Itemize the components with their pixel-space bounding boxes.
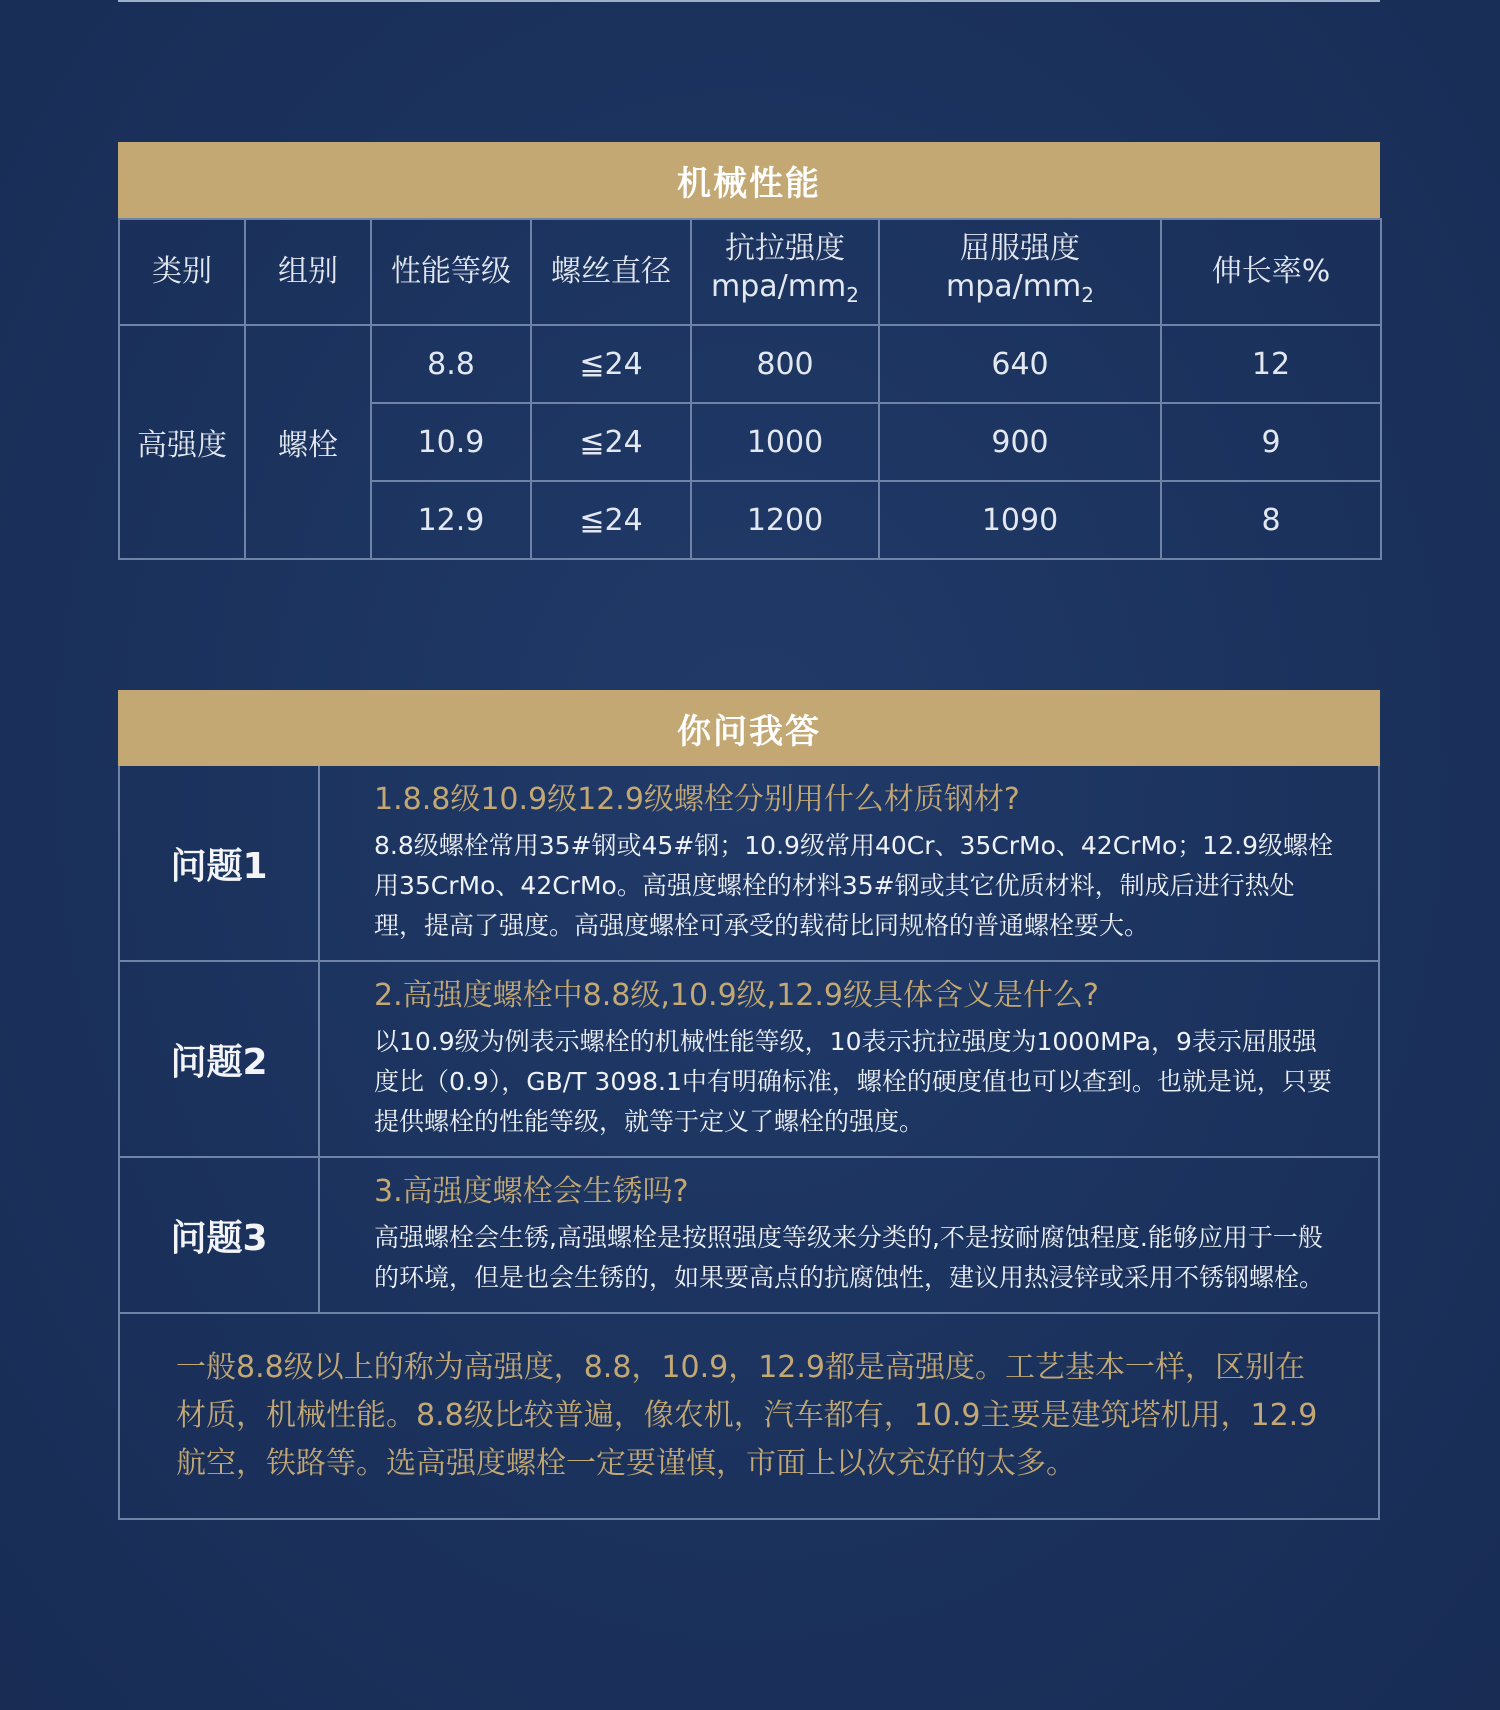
header-yield-unit xyxy=(880,268,1160,314)
header-tensile-unit-text: mpa/mm xyxy=(711,269,847,304)
header-elongation: 伸长率% xyxy=(1161,219,1381,325)
header-grade: 性能等级 xyxy=(371,219,531,325)
header-diameter: 螺丝直径 xyxy=(531,219,691,325)
qa-answer: 高强螺栓会生锈,高强螺栓是按照强度等级来分类的,不是按耐腐蚀程度.能够应用于一般的环境，但是也会生锈的，如果要高点的抗腐蚀性，建议用热浸锌或采用不锈钢螺栓。 xyxy=(374,1223,1325,1292)
qa-item-label: 问题3 xyxy=(120,1158,320,1312)
qa-item-content xyxy=(320,766,1378,960)
header-yield-title: 屈服强度 xyxy=(960,231,1080,266)
cell-yield: 900 xyxy=(879,403,1161,481)
header-yield-unit-sub: 2 xyxy=(1081,283,1094,307)
cell-yield: 640 xyxy=(879,325,1161,403)
cell-category: 高强度 xyxy=(119,325,245,559)
header-yield-unit-text: mpa/mm xyxy=(946,269,1082,304)
header-tensile-unit xyxy=(692,268,878,314)
table-header-row xyxy=(119,219,1381,325)
cell-elongation: 8 xyxy=(1161,481,1381,559)
cell-elongation: 12 xyxy=(1161,325,1381,403)
cell-elongation: 9 xyxy=(1161,403,1381,481)
qa-item xyxy=(120,1158,1378,1314)
header-group: 组别 xyxy=(245,219,371,325)
cell-grade: 10.9 xyxy=(371,403,531,481)
mechanical-properties-title: 机械性能 xyxy=(118,142,1380,218)
cell-grade: 12.9 xyxy=(371,481,531,559)
table-row xyxy=(119,325,1381,403)
cell-grade: 8.8 xyxy=(371,325,531,403)
cell-tensile: 800 xyxy=(691,325,879,403)
qa-box xyxy=(118,766,1380,1520)
qa-question: 1.8.8级10.9级12.9级螺栓分别用什么材质钢材? xyxy=(374,782,1020,817)
qa-item xyxy=(120,962,1378,1158)
qa-title: 你问我答 xyxy=(118,690,1380,766)
header-tensile-title: 抗拉强度 xyxy=(725,231,845,266)
qa-item xyxy=(120,766,1378,962)
header-category: 类别 xyxy=(119,219,245,325)
qa-question: 2.高强度螺栓中8.8级,10.9级,12.9级具体含义是什么? xyxy=(374,978,1099,1013)
top-divider xyxy=(118,0,1380,2)
qa-question: 3.高强度螺栓会生锈吗? xyxy=(374,1174,689,1209)
header-tensile-unit-sub: 2 xyxy=(846,283,859,307)
mechanical-properties-table xyxy=(118,218,1382,560)
cell-tensile: 1200 xyxy=(691,481,879,559)
qa-item-label: 问题1 xyxy=(120,766,320,960)
qa-answer: 8.8级螺栓常用35#钢或45#钢；10.9级常用40Cr、35CrMo、42CrMo；12.9级螺栓用35CrMo、42CrMo。高强度螺栓的材料35#钢或其它优质材料，制成后进行热处理，提高了强度。高强度螺栓可承受的载荷比同规格的普通螺栓要大。 xyxy=(374,831,1333,940)
cell-diameter: ≦24 xyxy=(531,325,691,403)
cell-group: 螺栓 xyxy=(245,325,371,559)
header-tensile xyxy=(691,219,879,325)
qa-item-content xyxy=(320,962,1378,1156)
qa-item-content xyxy=(320,1158,1378,1312)
header-yield xyxy=(879,219,1161,325)
cell-diameter: ≦24 xyxy=(531,403,691,481)
qa-item-label: 问题2 xyxy=(120,962,320,1156)
qa-section xyxy=(118,690,1380,1520)
cell-diameter: ≦24 xyxy=(531,481,691,559)
cell-tensile: 1000 xyxy=(691,403,879,481)
mechanical-properties-section xyxy=(118,142,1380,560)
qa-answer: 以10.9级为例表示螺栓的机械性能等级，10表示抗拉强度为1000MPa，9表示屈服强度比（0.9），GB/T 3098.1中有明确标准，螺栓的硬度值也可以查到。也就是说，只要提供螺栓的性能等级，就等于定义了螺栓的强度。 xyxy=(374,1027,1332,1136)
cell-yield: 1090 xyxy=(879,481,1161,559)
qa-summary: 一般8.8级以上的称为高强度，8.8，10.9，12.9都是高强度。工艺基本一样，区别在材质，机械性能。8.8级比较普遍，像农机，汽车都有，10.9主要是建筑塔机用，12.9航空，铁路等。选高强度螺栓一定要谨慎，市面上以次充好的太多。 xyxy=(176,1350,1318,1481)
